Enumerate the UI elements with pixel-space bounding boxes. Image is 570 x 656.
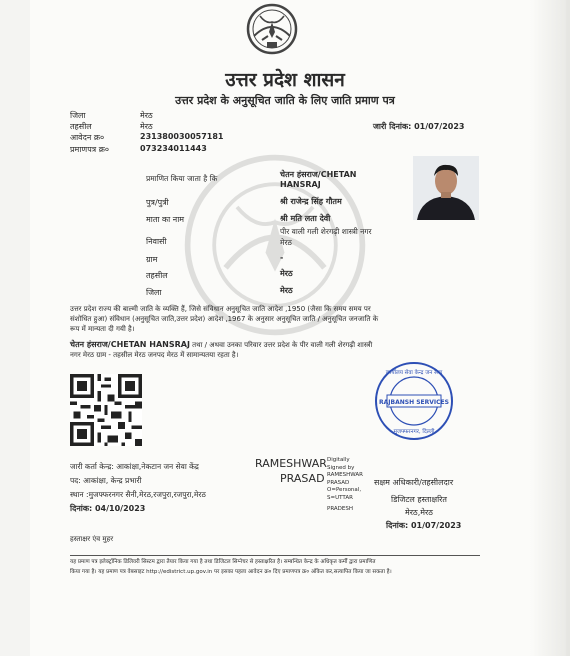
caste-paragraph-line1: उत्तर प्रदेश राज्य की बाल्मी जाति के व्यक्ति हैं, जिसे संविधान अनुसूचित जाति आदेश ,1950 (जैसा कि समय समय पर [70,305,371,313]
residence-line2: मेरठ [280,238,292,247]
tehsil-value: मेरठ [140,122,153,131]
mother-label: माता का नाम [146,215,185,224]
certificate-subtitle: उत्तर प्रदेश के अनुसूचित जाति के लिए जाति प्रमाण पत्र [175,94,395,107]
qr-code [70,374,142,446]
dig-sig-line: RAMESHWAR [327,472,363,478]
signer-name-line2: PRASAD [280,472,325,485]
issuer-date: दिनांक: 04/10/2023 [70,504,146,513]
verification-footer [70,555,480,577]
issuer-post: पद: आकांक्षा, केन्द्र प्रभारी [70,476,142,485]
father-label: पुत्र/पुत्री [146,198,169,207]
application-no-value: 231380030057181 [140,132,224,141]
village-label: ग्राम [146,255,158,264]
issuing-centre: जारी कर्ता केन्द्र: आकांक्षा,नेकटान जन सेवा केंद्र [70,462,199,471]
residence-line1: पीर वाली गली शेरगढ़ी शास्त्री नगर [280,227,372,236]
caste-paragraph-line2: संशोधित हुआ) संविधान (अनुसूचित जाति,उत्तर प्रदेश) आदेश ,1967 के अनुसार अनुसूचित जाति / अनुसूचित जनजाति के [70,315,379,323]
dig-sig-line: Digitally [327,457,350,463]
dig-sig-line: PRADESH [327,506,354,512]
digital-signed-label: डिजिटल हस्ताक्षरित [391,495,447,504]
caste-paragraph [70,304,480,334]
dig-sig-line: S=UTTAR [327,494,353,501]
district2-value: मेरठ [280,286,293,295]
up-emblem-icon [240,2,304,56]
certificate-no-label: प्रमाणपत्र क्र० [70,145,109,154]
residence-paragraph-line2: नगर मेरठ ग्राम - तहसील मेरठ जनपद मेरठ में सामान्यतया रहता है। [70,351,239,359]
digital-signature-details [327,457,363,514]
footer-line2: किया गया है। यह प्रमाण पत्र वेबसाइट http://edistrict.up.gov.in पर इसका पहला आवेदन क्र० दिए प्रमाणपत्र क्र० अंकित कर,सत्यापित किया जा सकता है। [70,569,392,575]
village-value: - [280,253,284,262]
tehsil2-value: मेरठ [280,269,293,278]
district2-label: जिला [146,288,162,297]
stamp-center-text: RAJBANSH SERVICES [379,399,449,406]
authority-place: मेरठ,मेरठ [405,508,433,517]
office-stamp [373,360,455,442]
certify-label: प्रमाणित किया जाता है कि [146,174,218,183]
authority-date: दिनांक: 01/07/2023 [386,521,462,530]
tehsil2-label: तहसील [146,271,168,280]
district-value: मेरठ [140,111,153,120]
residence-paragraph-line1: तथा / अथवा उनका परिवार उत्तर प्रदेश के पीर वाली गली शेरगढ़ी शास्त्री [189,341,373,349]
authority-title: सक्षम अधिकारी/तहसीलदार [374,478,454,487]
residence-paragraph-name: चेतन हंसराज/CHETAN HANSRAJ [70,340,190,349]
dig-sig-line: Signed by [327,464,355,471]
signature-seal-label: हस्ताक्षर एंव मुहर [70,535,114,543]
applicant-photo [413,156,479,220]
residence-label: निवासी [146,237,167,246]
dig-sig-line: PRASAD [327,479,350,486]
issue-date: जारी दिनांक: 01/07/2023 [373,122,465,131]
government-title: उत्तर प्रदेश शासन [225,69,345,91]
signer-name-line1: RAMESHWAR [255,457,327,470]
candidate-name-line2: HANSRAJ [280,180,321,189]
stamp-top-text: कार्यालय सेवा केन्द्र जन सेवा [385,370,443,376]
candidate-name-line1: चेतन हंसराज/CHETAN [280,170,357,179]
tehsil-label: तहसील [70,122,92,131]
mother-name: श्री मति लता देवी [280,214,331,223]
footer-line1: यह प्रमाण पत्र इलेक्ट्रॉनिक डिलिवरी सिस्टम द्वारा तैयार किया गया है तथा डिजिटल सिग्नेचर से हस्ताक्षरित है। सम्बन्धित केन्द्र के अधिकृत कर्मी द्वारा प्रमाणित [70,559,376,565]
dig-sig-line: O=Personal, [327,487,362,493]
caste-paragraph-line3: रूप में मान्यता दी गयी है। [70,325,135,333]
residence-paragraph [70,340,480,360]
district-label: जिला [70,111,86,120]
stamp-bottom-text: मुजफ्फरनगर, दिल्ली [393,429,435,435]
father-name: श्री राजेन्द्र सिंह गौतम [280,197,342,206]
application-no-label: आवेदन क्र० [70,133,105,142]
issuer-place: स्थान :मुजफ्फरनगर सैनी,मेरठ,रजपुरा,रजपुरा,मेरठ [70,490,206,499]
certificate-no-value: 073234011443 [140,144,207,153]
